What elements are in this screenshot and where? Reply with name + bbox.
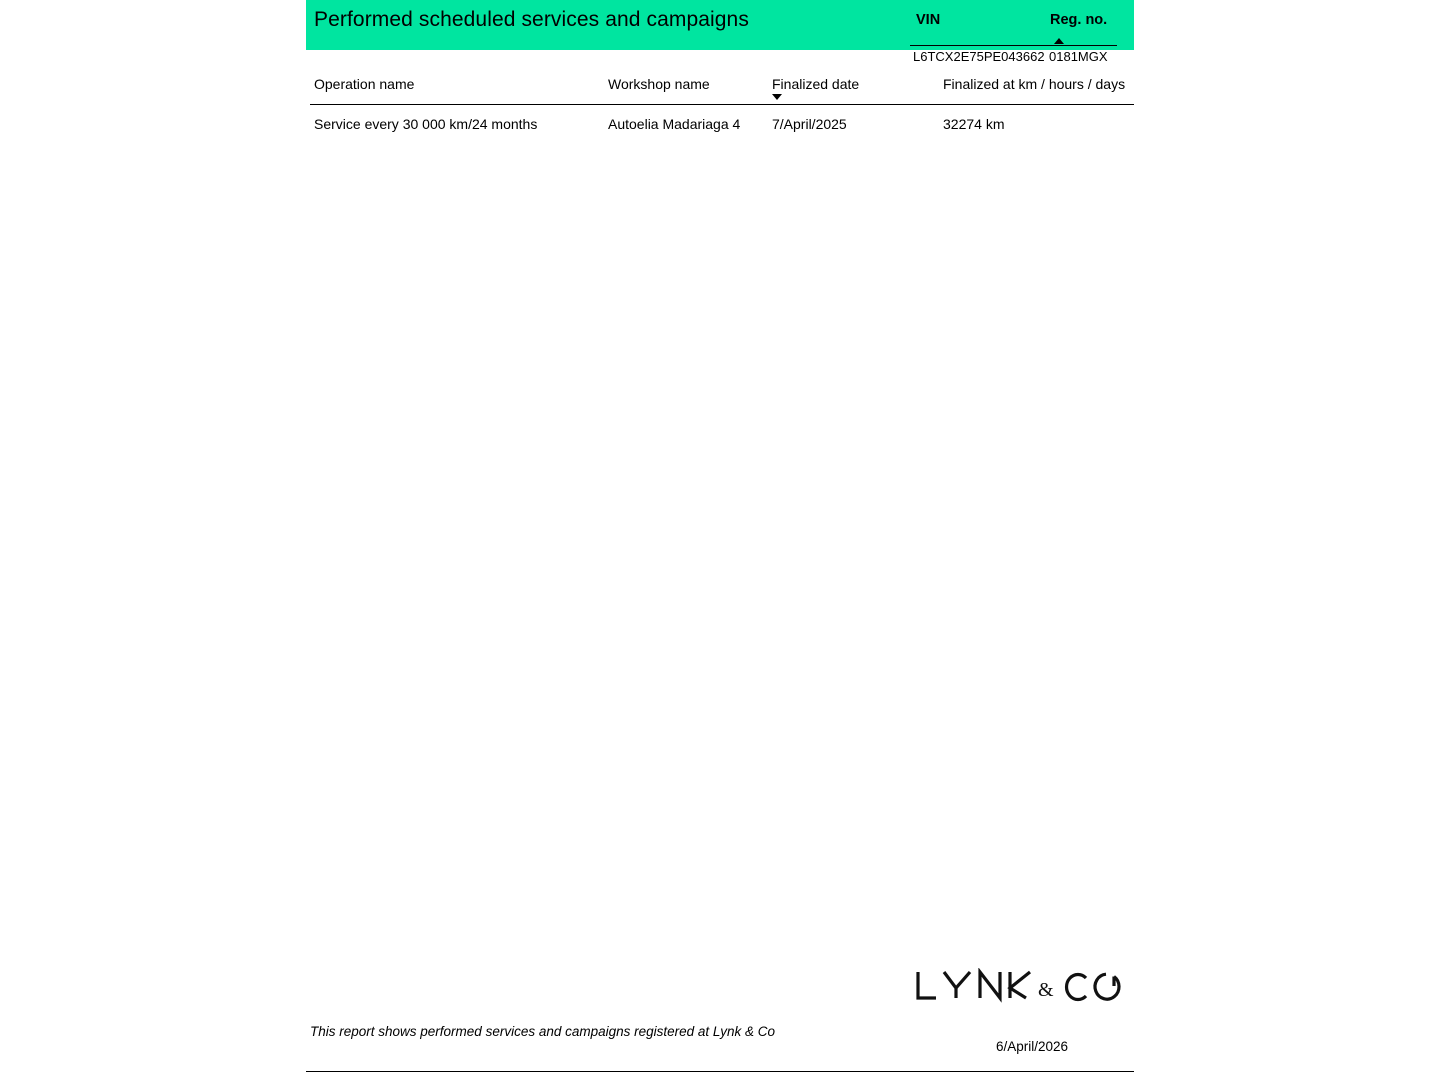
cell-finalized-at: 32274 km <box>943 116 1005 132</box>
reg-no-column-header[interactable]: Reg. no. <box>1050 12 1108 28</box>
report-footnote: This report shows performed services and campaigns registered at Lynk & Co <box>310 1024 775 1039</box>
table-header-divider <box>310 104 1134 105</box>
reg-no-value: 0181MGX <box>1049 49 1108 64</box>
svg-text:&: & <box>1038 979 1054 1001</box>
report-print-date: 6/April/2026 <box>996 1039 1069 1054</box>
vehicle-id-divider <box>910 45 1117 46</box>
table-row <box>306 116 1134 136</box>
lynk-and-co-logo <box>914 968 1130 1008</box>
vin-column-header[interactable]: VIN <box>916 12 941 28</box>
vin-value: L6TCX2E75PE043662 <box>913 49 1045 64</box>
footer-divider <box>306 1071 1134 1072</box>
column-header-finalized-at[interactable]: Finalized at km / hours / days <box>943 76 1126 92</box>
page-title: Performed scheduled services and campaigns <box>314 8 749 31</box>
report-page <box>306 0 1134 1080</box>
sort-ascending-icon <box>1054 38 1064 44</box>
cell-finalized-date: 7/April/2025 <box>772 116 847 132</box>
column-header-operation-name[interactable]: Operation name <box>314 76 415 92</box>
column-header-workshop-name[interactable]: Workshop name <box>608 76 710 92</box>
column-header-finalized-date[interactable]: Finalized date <box>772 76 860 92</box>
sort-descending-icon <box>772 94 782 100</box>
cell-workshop-name: Autoelia Madariaga 4 <box>608 116 741 132</box>
report-header-banner <box>306 0 1134 64</box>
cell-operation-name: Service every 30 000 km/24 months <box>314 116 538 132</box>
